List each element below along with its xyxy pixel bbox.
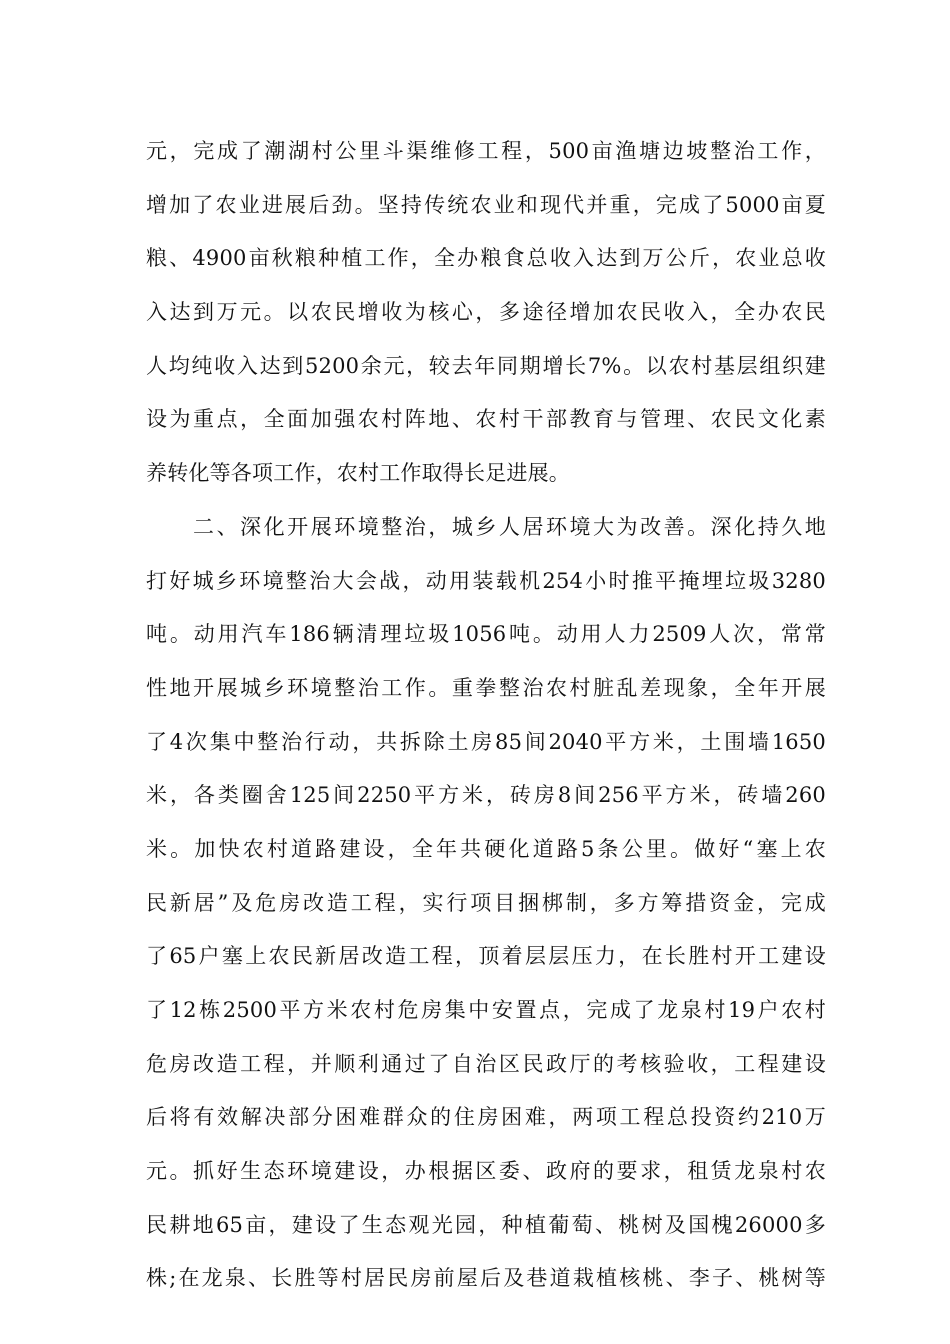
text-line: 米，各类圈舍125间2250平方米，砖房8间256平方米，砖墙260 <box>146 783 826 808</box>
text-line: 设为重点，全面加强农村阵地、农村干部教育与管理、农民文化素 <box>146 407 826 432</box>
text-line: 民新居”及危房改造工程，实行项目捆梆制，多方筹措资金，完成 <box>146 890 826 915</box>
text-line: 后将有效解决部分困难群众的住房困难，两项工程总投资约210万 <box>146 1105 826 1130</box>
text-line: 粮、4900亩秋粮种植工作，全办粮食总收入达到万公斤，农业总收 <box>146 246 826 271</box>
text-line: 元，完成了潮湖村公里斗渠维修工程，500亩渔塘边坡整治工作， <box>146 139 826 163</box>
text-line: 性地开展城乡环境整治工作。重拳整治农村脏乱差现象，全年开展 <box>146 675 826 700</box>
text-line: 了4次集中整治行动，共拆除土房85间2040平方米，土围墙1650 <box>146 729 826 754</box>
text-line: 米。加快农村道路建设，全年共硬化道路5条公里。做好“塞上农 <box>146 836 826 861</box>
text-line: 人均纯收入达到5200余元，较去年同期增长7%。以农村基层组织建 <box>146 353 826 378</box>
text-line: 民耕地65亩，建设了生态观光园，种植葡萄、桃树及国槐26000多 <box>146 1212 826 1237</box>
text-line: 了12栋2500平方米农村危房集中安置点，完成了龙泉村19户农村 <box>146 998 826 1022</box>
text-line: 危房改造工程，并顺利通过了自治区民政厅的考核验收，工程建设 <box>146 1051 826 1076</box>
section-heading-line: 二、深化开展环境整治，城乡人居环境大为改善。深化持久地 <box>146 514 826 539</box>
text-line: 打好城乡环境整治大会战，动用装载机254小时推平掩埋垃圾3280 <box>146 568 826 593</box>
text-line: 入达到万元。以农民增收为核心，多途径增加农民收入，全办农民 <box>146 300 826 325</box>
text-line: 元。抓好生态环境建设，办根据区委、政府的要求，租赁龙泉村农 <box>146 1159 826 1184</box>
text-line: 增加了农业进展后劲。坚持传统农业和现代并重，完成了5000亩夏 <box>146 192 826 217</box>
paragraph-end-line: 养转化等各项工作，农村工作取得长足进展。 <box>146 461 570 486</box>
text-line: 了65户塞上农民新居改造工程，顶着层层压力，在长胜村开工建设 <box>146 944 826 969</box>
text-line: 吨。动用汽车186辆清理垃圾1056吨。动用人力2509人次，常常 <box>146 622 826 647</box>
text-line: 株;在龙泉、长胜等村居民房前屋后及巷道栽植核桃、李子、桃树等 <box>146 1266 826 1291</box>
document-body <box>146 131 826 1312</box>
